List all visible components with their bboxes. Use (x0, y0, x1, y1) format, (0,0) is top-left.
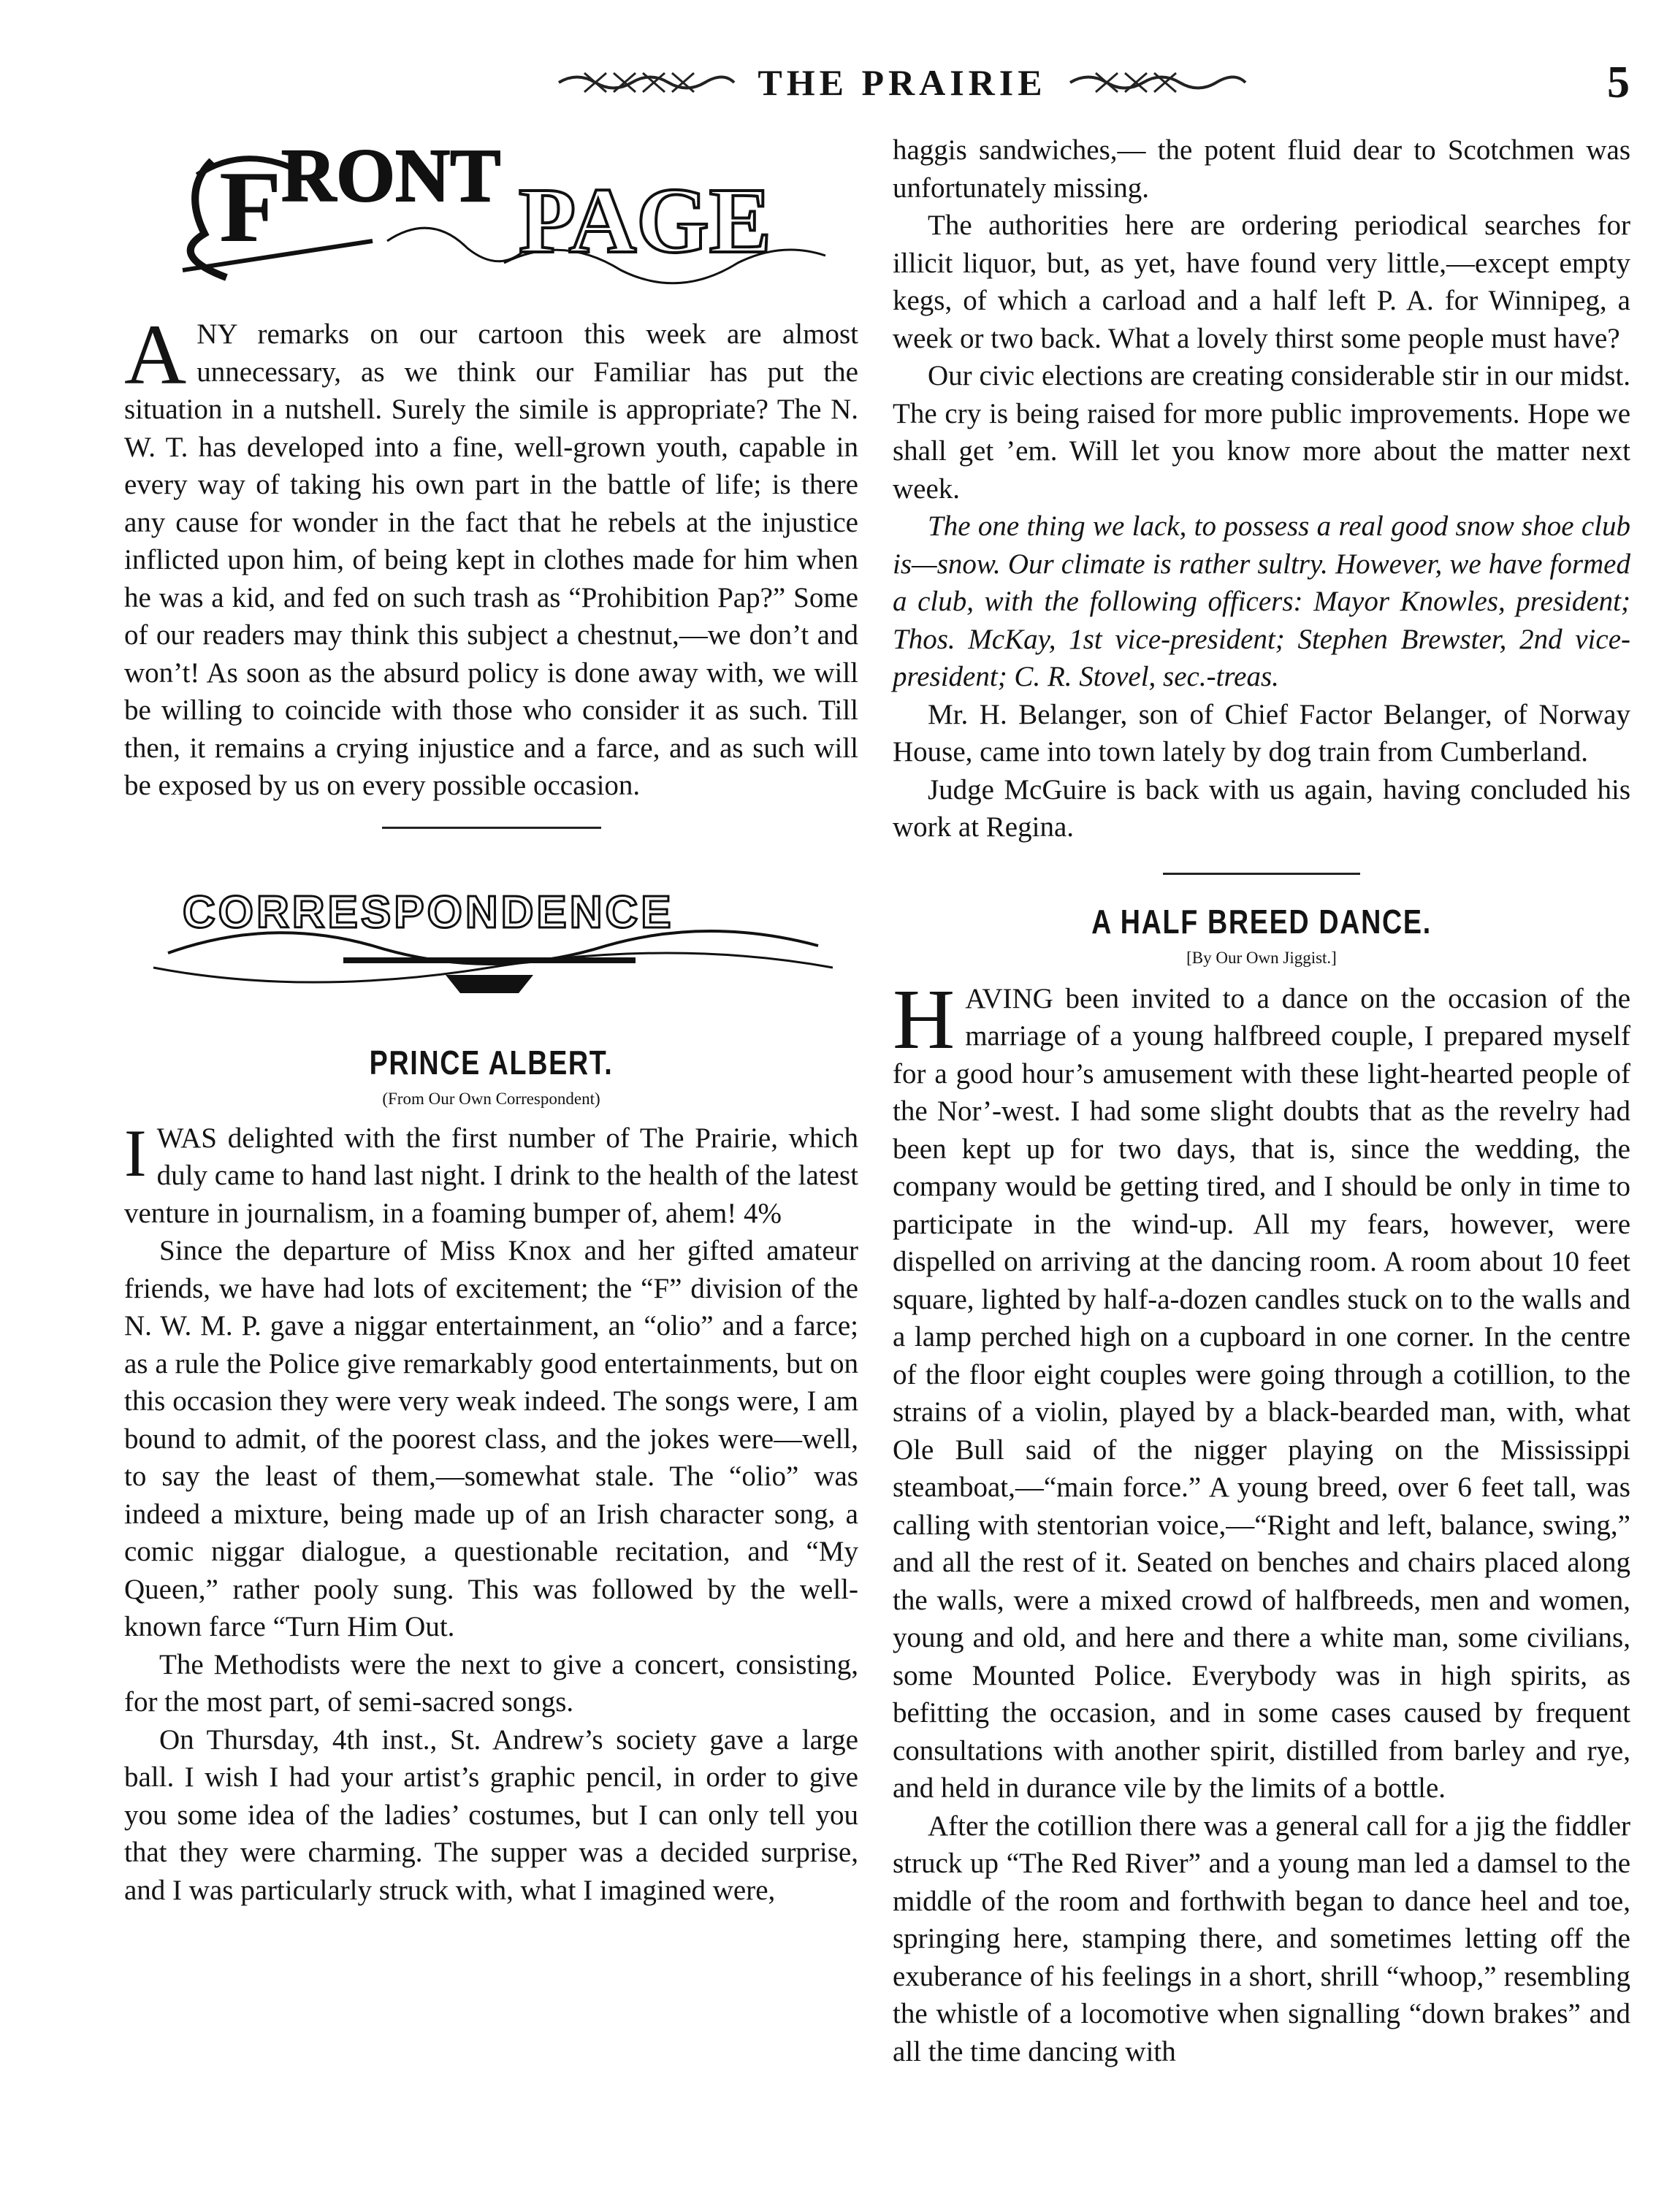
prince-albert-paragraph-2: Since the departure of Miss Knox and her gifted amateur friends, we have had lots of excitement; the “F” division of the N. W. M. P. gave a niggar entertainment, an “olio” and a farce; as a rule the Police give remarkably good entertainments, but on this occasion they were very weak indeed. The songs were, I am bound to admit, of the poorest class, and the jokes were—well, to say the least of them,—somewhat stale. The “olio” was indeed a mixture, being made up of an Irish character song, a comic niggar dialogue, a questionable recitation, and “My Queen,” rather pooly sung. This was followed by the well-known farce “Turn Him Out. (124, 1235, 858, 1642)
svg-text:RONT: RONT (281, 134, 501, 218)
left-column (124, 131, 858, 1909)
prince-albert-first-line: WAS delighted with the first number of The (156, 1122, 684, 1154)
header-ornament-left (555, 64, 738, 101)
svg-text:CORRESPONDENCE: CORRESPONDENCE (183, 887, 674, 938)
front-page-body: almost unnecessary, as we think our Familiar has put the situation in a nutshell. Surely the simile is appropriate? The N. W. T. has developed into a fine, well-grown youth, capable in every way of taking his own part in the battle of life; is there any cause for wonder in the fact that he rebels at the injustice inflicted upon him, of being kept in clothes made for him when he was a kid, and fed on such trash as “Prohibition Pap?” Some of our readers may think this subject a chestnut,—we don’t and won’t! As soon as the absurd policy is done away with, we will be willing to coincide with those who consider it as such. Till then, it remains a crying injustice and a farce, and as such will be exposed by us on every possible occasion. (124, 318, 858, 801)
prince-albert-paragraph-1 (124, 1115, 859, 1233)
masthead-title: THE PRAIRIE (758, 62, 1047, 103)
header-ornament-right (1067, 64, 1249, 101)
front-page-heading-art (124, 131, 858, 307)
right-column (893, 131, 1630, 2070)
prince-albert-paragraph-7: Our civic elections are creating considerable stir in our midst. The cry is being raised for more public improvements. Hope we shall get ’em. Will let you know more about the matter next week. (893, 360, 1630, 505)
page-number: 5 (1607, 58, 1630, 107)
prince-albert-paragraph-8: The one thing we lack, to possess a real good snow shoe club is—snow. Our climate is rather sultry. However, we have formed a club, with the following officers: Mayor Knowles, president; Thos. McKay, 1st vice-president; Stephen Brewster, 2nd vice-president; C. R. Stovel, sec.-treas. (893, 510, 1630, 692)
half-breed-first-line: AVING been invited to a dance on the occasion (965, 982, 1548, 1014)
prince-albert-byline: (From Our Own Correspondent) (382, 1089, 600, 1108)
prince-albert-paragraph-9: Mr. H. Belanger, son of Chief Factor Belanger, of Norway House, came into town lately by dog train from Cumberland. (893, 698, 1630, 768)
dropcap: I (124, 1115, 147, 1190)
prince-albert-headline: PRINCE ALBERT. (369, 1043, 614, 1082)
dropcap: H (893, 971, 955, 1067)
prince-albert-paragraph-6: The authorities here are ordering periodical searches for illicit liquor, but, as yet, have found very little,—except empty kegs, of which a carload and a half left P. A. for Winnipeg, a week or two back. What a lovely thirst some people must have? (893, 210, 1630, 354)
front-page-first-line: NY remarks on our cartoon this week are (196, 318, 762, 350)
svg-text:F: F (219, 150, 282, 264)
prince-albert-body: Prairie, which duly came to hand last night. I drink to the health of the latest venture in journalism, in a foaming bumper of, ahem! 4% (124, 1122, 859, 1229)
prince-albert-paragraph-5: haggis sandwiches,— the potent fluid dear to Scotchmen was unfortunately missing. (893, 134, 1630, 204)
correspondence-heading-art (124, 858, 858, 1004)
half-breed-headline: A HALF BREED DANCE. (1091, 902, 1432, 941)
svg-text:PAGE: PAGE (519, 169, 772, 272)
prince-albert-paragraph-3: The Methodists were the next to give a concert, consisting, for the most part, of semi-sacred songs. (124, 1648, 858, 1718)
half-breed-byline: [By Our Own Jiggist.] (1186, 948, 1337, 967)
dropcap: A (124, 307, 187, 402)
half-breed-paragraph-1 (893, 971, 1631, 1807)
front-page-paragraph (124, 307, 858, 805)
prince-albert-paragraph-4: On Thursday, 4th inst., St. Andrew’s society gave a large ball. I wish I had your artist’s graphic pencil, in order to give you some idea of the ladies’ costumes, but I can only tell you that they were charming. The supper was a decided surprise, and I was particularly struck with, what I imagined were, (124, 1723, 858, 1906)
prince-albert-paragraph-10: Judge McGuire is back with us again, having concluded his work at Regina. (893, 773, 1630, 843)
half-breed-paragraph-2: After the cotillion there was a general call for a jig the fiddler struck up “The Red River” and a young man led a damsel to the middle of the room and forthwith began to dance heel and toe, springing here, stamping there, and sometimes letting off the exuberance of his feelings in a short, shrill “whoop,” resembling the whistle of a locomotive when signalling “down brakes” and all the time dancing with (893, 1810, 1630, 2067)
half-breed-body: of the marriage of a young halfbreed couple, I prepared myself for a good hour’s amusement with these light-hearted people of the Nor’-west. I had some slight doubts that as the revelry had been kept up for two days, that is, since the wedding, the company would be getting tired, and I should be only in time to participate in the wind-up. All my fears, however, were dispelled on arriving at the dancing room. A room about 10 feet square, lighted by half-a-dozen candles stuck on to the walls and a lamp perched high on a cupboard in one corner. In the centre of the floor eight couples were going through a cotillion, to the strains of a violin, played by a black-bearded man, with, what Ole Bull said of the nigger playing on the Mississippi steamboat,—“main force.” A young breed, over 6 feet tall, was calling with stentorian voice,—“Right and left, balance, swing,” and all the rest of it. Seated on benches and chairs placed along the walls, were a mixed crowd of halfbreeds, men and women, young and old, and here and there a white man, some civilians, some Mounted Police. Everybody was in high spirits, as befitting the occasion, and in some cases caused by frequent consultations with another spirit, distilled from barley and rye, and held in durance vile by the limits of a bottle. (893, 982, 1631, 1804)
running-header (555, 57, 1227, 108)
